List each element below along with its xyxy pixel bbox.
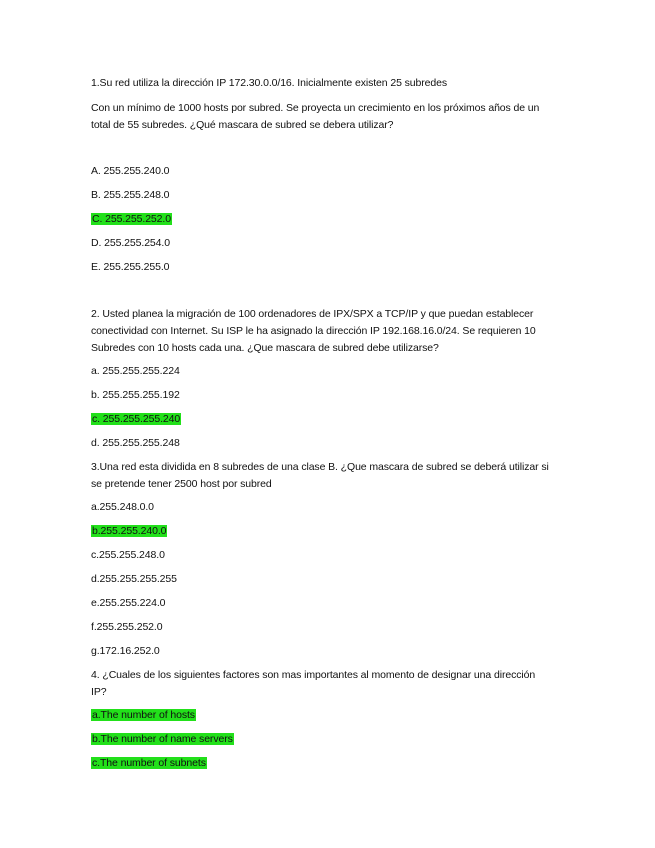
q1-option-e: E. 255.255.255.0: [91, 261, 170, 273]
q3-option-b-highlighted: b.255.255.240.0: [92, 525, 167, 537]
q2-text-line-2: conectividad con Internet. Su ISP le ha asignado la dirección IP 192.168.16.0/24. Se requieren 10: [91, 325, 536, 337]
q1-option-c-wrapper: [91, 212, 172, 226]
q3-option-f: f.255.255.252.0: [91, 621, 163, 633]
q2-option-c-highlighted: c. 255.255.255.240: [92, 413, 181, 425]
q1-option-a: A. 255.255.240.0: [91, 165, 170, 177]
q2-text-line-1: 2. Usted planea la migración de 100 ordenadores de IPX/SPX a TCP/IP y que puedan establecer: [91, 308, 534, 320]
q4-option-a-wrapper: [91, 708, 196, 722]
q4-option-b-highlighted: b.The number of name servers: [92, 733, 233, 745]
q3-option-a: a.255.248.0.0: [91, 501, 154, 513]
q4-option-a-highlighted: a.The number of hosts: [92, 709, 195, 721]
q1-option-c-highlighted: C. 255.255.252.0: [92, 213, 171, 225]
q1-text-line-2: Con un mínimo de 1000 hosts por subred. Se proyecta un crecimiento en los próximos años de un: [91, 102, 540, 114]
q1-option-b: B. 255.255.248.0: [91, 189, 170, 201]
q4-option-c-highlighted: c.The number of subnets: [92, 757, 206, 769]
q3-option-d: d.255.255.255.255: [91, 573, 177, 585]
q3-option-e: e.255.255.224.0: [91, 597, 166, 609]
q2-option-b: b. 255.255.255.192: [91, 389, 180, 401]
q2-option-d: d. 255.255.255.248: [91, 437, 180, 449]
q2-text-line-3: Subredes con 10 hosts cada una. ¿Que mascara de subred debe utilizarse?: [91, 342, 439, 354]
q3-option-g: g.172.16.252.0: [91, 645, 160, 657]
q3-text-line-1: 3.Una red esta dividida en 8 subredes de una clase B. ¿Que mascara de subred se deberá utilizar si: [91, 461, 549, 473]
q1-option-d: D. 255.255.254.0: [91, 237, 170, 249]
q4-text-line-2: IP?: [91, 686, 107, 698]
q4-option-b-wrapper: [91, 732, 234, 746]
q4-text-line-1: 4. ¿Cuales de los siguientes factores son mas importantes al momento de designar una dirección: [91, 669, 536, 681]
q1-text-line-1: 1.Su red utiliza la dirección IP 172.30.0.0/16. Inicialmente existen 25 subredes: [91, 77, 448, 89]
q4-option-c-wrapper: [91, 756, 207, 770]
q3-option-c: c.255.255.248.0: [91, 549, 165, 561]
q1-text-line-3: total de 55 subredes. ¿Qué mascara de subred se debera utilizar?: [91, 119, 394, 131]
q3-text-line-2: se pretende tener 2500 host por subred: [91, 478, 272, 490]
q2-option-c-wrapper: [91, 412, 181, 426]
q3-option-b-wrapper: [91, 524, 167, 538]
q2-option-a: a. 255.255.255.224: [91, 365, 180, 377]
